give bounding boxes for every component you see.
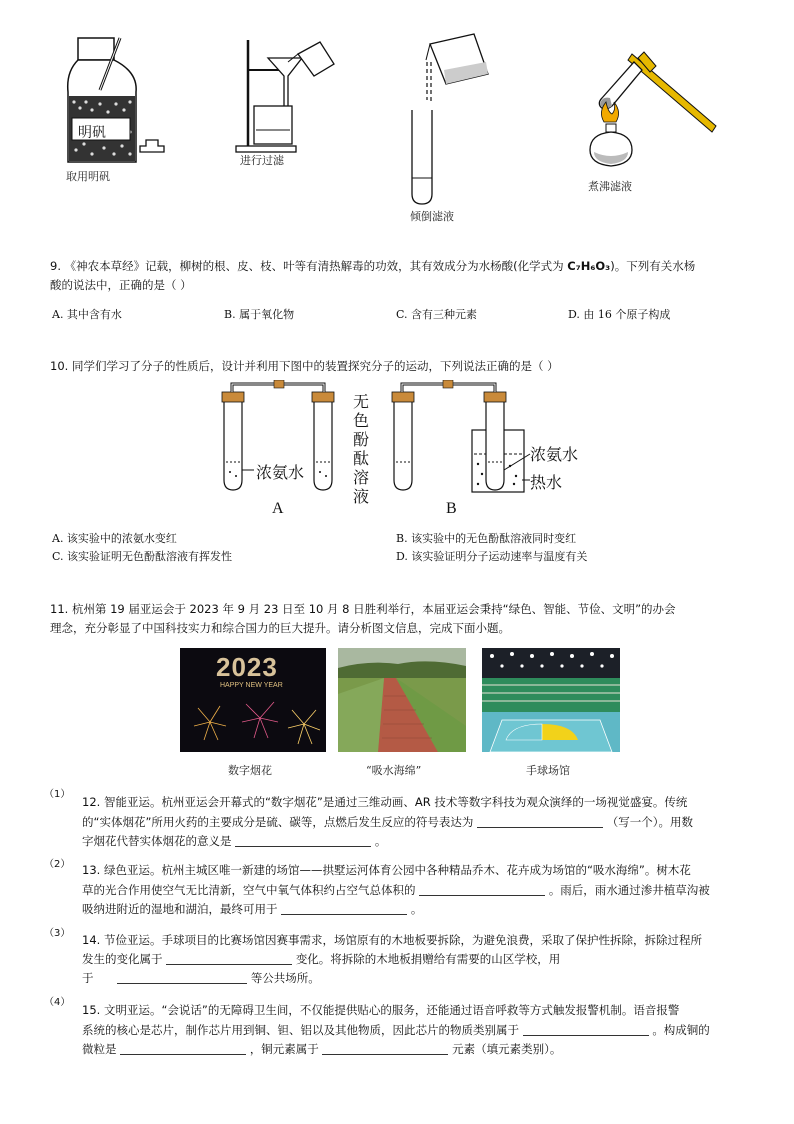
q14-line2: 发生的变化属于 变化。将拆除的木地板捐赠给有需要的山区学校，用 [82, 952, 561, 966]
q13-blank-oxygen-fraction[interactable] [419, 883, 545, 896]
q13-line2: 草的光合作用使空气无比清新，空气中氧气体积约占空气总体积的 。雨后，雨水通过渗井植草沟被 [82, 883, 710, 897]
q15-line3: 微粒是 ，铜元素属于 元素（填元素类别）。 [82, 1042, 562, 1056]
alum-jar-illustration [60, 32, 180, 172]
q15-line2: 系统的核心是芯片，制作芯片用到铜、钽、铝以及其他物质，因此芯片的物质类别属于 。构成铜的 [82, 1023, 710, 1037]
q15-line1: 15. 文明亚运。“会说话”的无障碍卫生间，不仅能提供贴心的服务，还能通过语音呼救等方式触发报警机制。语音报警 [82, 1003, 680, 1017]
arena-scene [482, 648, 620, 752]
q9-option-c[interactable]: C. 含有三种元素 [396, 308, 478, 321]
q12-line3: 字烟花代替实体烟花的意义是 。 [82, 834, 387, 848]
q10-option-d[interactable]: D. 该实验证明分子运动速率与温度有关 [396, 550, 588, 563]
park-path-scene [338, 648, 466, 752]
q13-line1: 13. 绿色亚运。杭州主城区唯一新建的场馆——拱墅运河体育公园中各种精品乔木、花卉成为场馆的“吸水海绵”。树木花 [82, 863, 691, 877]
photo1-caption: 数字烟花 [228, 764, 272, 777]
alum-label: 明矾 [78, 125, 106, 141]
q14-line1: 14. 节俭亚运。手球项目的比赛场馆因赛事需求，场馆原有的木地板要拆除，为避免浪费，采取了保护性拆除，拆除过程所 [82, 933, 702, 947]
q11-line2: 理念，充分彰显了中国科技实力和综合国力的巨大提升。请分析图文信息，完成下面小题。 [50, 621, 510, 635]
q10-option-a[interactable]: A. 该实验中的浓氨水变红 [52, 532, 177, 545]
q15-number: （4） [44, 997, 71, 1008]
q15-blank-copper-particle[interactable] [120, 1042, 246, 1055]
pouring-illustration [400, 30, 500, 210]
q13-number: （2） [44, 859, 71, 870]
ammonia-label-b: 浓氨水 [530, 445, 579, 464]
q14-blank-public-place[interactable] [117, 971, 247, 984]
q9-line1: 9. 《神农本草经》记载，柳树的根、皮、枝、叶等有清热解毒的功效，其有效成分为水杨酸(化学式为 [50, 259, 564, 273]
fireworks-greeting-text: HAPPY NEW YEAR [220, 682, 283, 689]
q12-number: （1） [44, 789, 71, 800]
phenolphthalein-label: 无 色 酚 酞 溶 液 [352, 392, 369, 506]
q13-blank-use[interactable] [281, 902, 407, 915]
filtration-illustration [232, 36, 342, 156]
q12-line1: 12. 智能亚运。杭州亚运会开幕式的“数字烟花”是通过三维动画、AR 技术等数字科技为观众演绎的一场视觉盛宴。传统 [82, 795, 688, 809]
q10-option-b[interactable]: B. 该实验中的无色酚酞溶液同时变红 [396, 532, 577, 545]
lab-figures [0, 0, 794, 230]
q13-line3: 吸纳进附近的湿地和湖泊，最终可用于 。 [82, 902, 423, 916]
q9-option-b[interactable]: B. 属于氧化物 [224, 308, 295, 321]
q15-blank-element-class[interactable] [322, 1042, 448, 1055]
fig2-caption: 进行过滤 [240, 154, 284, 167]
q15-blank-substance-class[interactable] [523, 1023, 649, 1036]
q10-stem: 10. 同学们学习了分子的性质后，设计并利用下图中的装置探究分子的运动，下列说法正确的是（ ） [50, 359, 559, 373]
apparatus-label-a: A [272, 500, 284, 517]
q9-option-a[interactable]: A. 其中含有水 [52, 308, 122, 321]
boiling-illustration [582, 42, 722, 182]
q9-formula: C₇H₆O₃ [567, 259, 611, 273]
handball-arena-photo [482, 648, 620, 752]
fig4-caption: 煮沸滤液 [588, 180, 632, 193]
q12-blank-equation[interactable] [477, 815, 603, 828]
fig3-caption: 倾倒滤液 [410, 210, 454, 223]
photo3-caption: 手球场馆 [526, 764, 570, 777]
fireworks-bursts [180, 688, 326, 752]
hot-water-label: 热水 [530, 473, 563, 492]
q12-blank-significance[interactable] [235, 834, 371, 847]
photo2-caption: “吸水海绵” [366, 764, 422, 777]
ammonia-label-a: 浓氨水 [256, 463, 305, 482]
q10-option-c[interactable]: C. 该实验证明无色酚酞溶液有挥发性 [52, 550, 233, 563]
question-9 [50, 258, 750, 294]
q9-line1-end: )。下列有关水杨 [610, 259, 696, 273]
q11-line1: 11. 杭州第 19 届亚运会于 2023 年 9 月 23 日至 10 月 8 日胜利举行，本届亚运会秉持“绿色、智能、节俭、文明”的办会 [50, 602, 676, 616]
q14-number: （3） [44, 928, 71, 939]
apparatus-label-b: B [446, 500, 457, 517]
q14-line3: 于 等公共场所。 [82, 971, 320, 985]
q12-line2: 的“实体烟花”所用火药的主要成分是硫、碳等，点燃后发生反应的符号表达为 （写一个）。用数 [82, 815, 693, 829]
fireworks-year-text: 2023 [216, 652, 278, 682]
q14-blank-change-type[interactable] [166, 952, 292, 965]
digital-fireworks-photo [180, 648, 326, 752]
fig1-caption: 取用明矾 [66, 170, 110, 183]
sponge-park-photo [338, 648, 466, 752]
q9-option-d[interactable]: D. 由 16 个原子构成 [568, 308, 671, 321]
q9-line2: 酸的说法中，正确的是（ ） [50, 278, 192, 292]
